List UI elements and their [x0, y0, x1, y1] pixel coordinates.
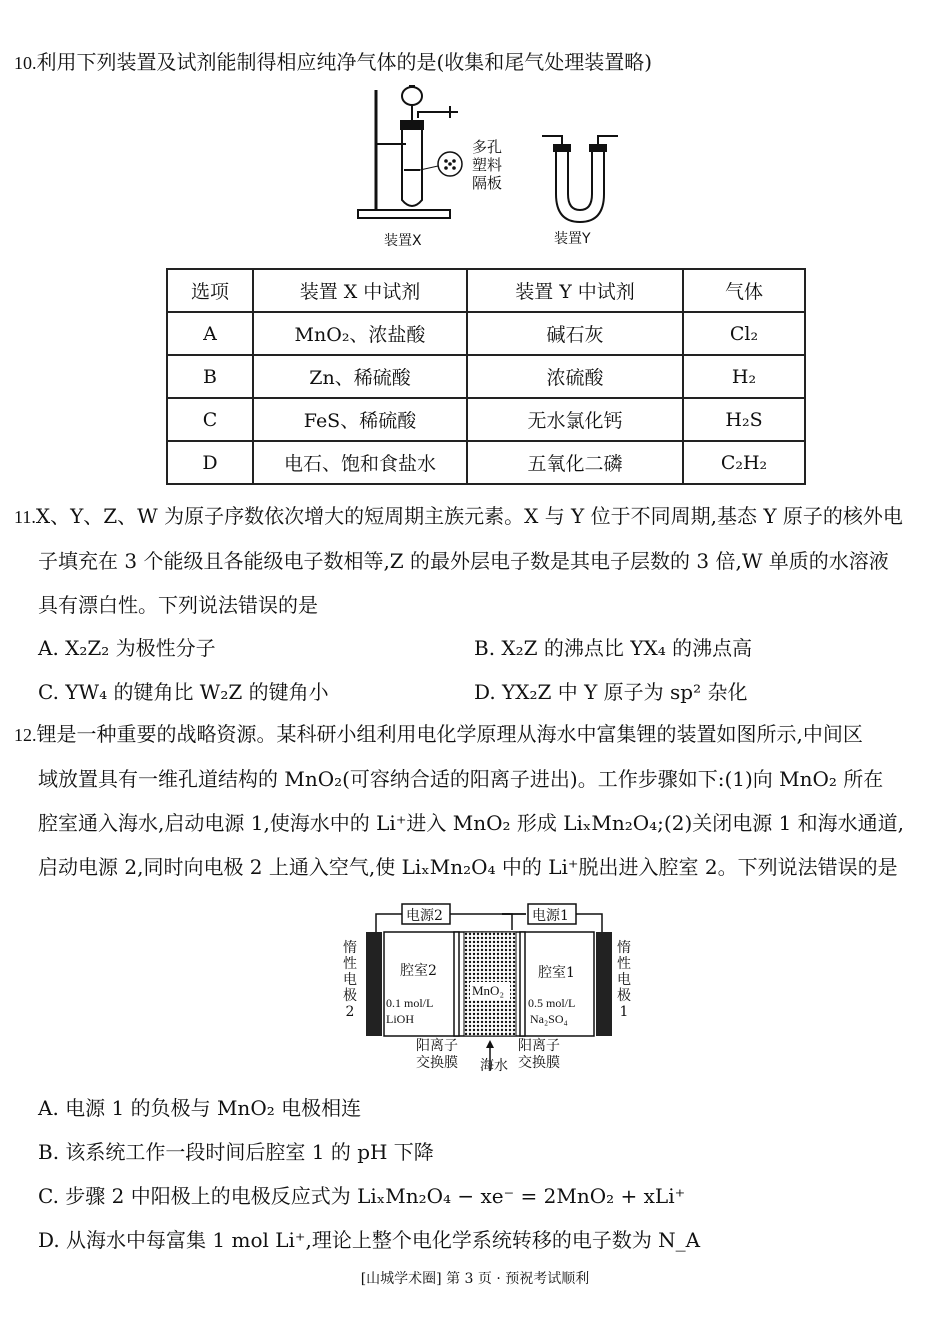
table-cell: 无水氯化钙: [467, 398, 683, 441]
chamber-2-concentration: 0.1 mol/L: [386, 996, 434, 1010]
option-b: B. 该系统工作一段时间后腔室 1 的 pH 下降: [38, 1140, 434, 1164]
question-10: [14, 40, 942, 85]
question-text-line: [14, 494, 942, 539]
membrane-label-line: 交换膜: [518, 1055, 560, 1071]
reagent-table: [166, 268, 806, 485]
table-cell: 五氧化二磷: [467, 441, 683, 484]
electrode-label-char: 极: [617, 988, 631, 1004]
question-11: [14, 494, 942, 627]
electrode-label-char: 2: [345, 1004, 355, 1020]
electrode-label-char: 极: [343, 988, 357, 1004]
plate-label-line: 塑料: [472, 156, 503, 174]
table-cell: 浓硫酸: [467, 355, 683, 398]
table-cell: B: [167, 355, 253, 398]
option-a: A. 电源 1 的负极与 MnO₂ 电极相连: [38, 1096, 362, 1120]
electrode-label-char: 惰: [343, 940, 357, 956]
question-number: 12.: [14, 725, 37, 745]
question-12: [14, 712, 942, 889]
option-d: D. 从海水中每富集 1 mol Li⁺,理论上整个电化学系统转移的电子数为 N_A: [38, 1228, 701, 1252]
electrode-label-char: 性: [617, 956, 631, 972]
chamber-2-label: 腔室2: [400, 963, 437, 979]
chamber-1-solute: Na₂SO₄: [530, 1012, 568, 1026]
mno2-label: MnO₂: [472, 983, 504, 998]
electrode-label-char: 电: [343, 972, 357, 988]
table-cell: FeS、稀硫酸: [253, 398, 467, 441]
power-source-2: 电源2: [406, 908, 443, 924]
table-cell: C: [167, 398, 253, 441]
electrode-label-char: 1: [619, 1004, 629, 1020]
membrane-right-label: [518, 1038, 560, 1072]
question-text-line: [14, 712, 942, 757]
table-cell: D: [167, 441, 253, 484]
page-footer: [山城学术圈] 第 3 页 · 预祝考试顺利: [360, 1271, 590, 1287]
question-text-line: 腔室通入海水,启动电源 1,使海水中的 Li⁺进入 MnO₂ 形成 LiₓMn₂O₄;(2)关闭电源 1 和海水通道,: [38, 811, 905, 835]
question-text-line: 子填充在 3 个能级且各能级电子数相等,Z 的最外层电子数是其电子层数的 3 倍,W 单质的水溶液: [38, 549, 889, 573]
table-cell: H₂S: [683, 398, 805, 441]
question-text: 利用下列装置及试剂能制得相应纯净气体的是(收集和尾气处理装置略): [36, 50, 653, 74]
apparatus-y-label: 装置Y: [554, 231, 591, 247]
question-text-line: 启动电源 2,同时向电极 2 上通入空气,使 LiₓMn₂O₄ 中的 Li⁺脱出进入腔室 2。下列说法错误的是: [38, 855, 898, 879]
chamber-1-concentration: 0.5 mol/L: [528, 996, 576, 1010]
membrane-label-line: 阳离子: [518, 1038, 560, 1054]
electrode-label-char: 电: [617, 972, 631, 988]
option-c: C. 步骤 2 中阳极上的电极反应式为 LiₓMn₂O₄ − xe⁻ = 2MnO₂ + xLi⁺: [38, 1184, 686, 1208]
table-header: 装置 Y 中试剂: [467, 269, 683, 312]
table-header-row: [167, 269, 805, 312]
chamber-1-label: 腔室1: [538, 965, 575, 981]
table-cell: 碱石灰: [467, 312, 683, 355]
question-number: 11.: [14, 507, 36, 527]
table-row: [167, 355, 805, 398]
option-d: D. YX₂Z 中 Y 原子为 sp² 杂化: [474, 680, 748, 704]
plate-label-line: 隔板: [472, 174, 503, 192]
power-source-1: 电源1: [532, 908, 569, 924]
table-cell: A: [167, 312, 253, 355]
table-header: 气体: [683, 269, 805, 312]
question-text: 锂是一种重要的战略资源。某科研小组利用电化学原理从海水中富集锂的装置如图所示,中间区: [36, 722, 863, 746]
table-row: [167, 441, 805, 484]
question-text: X、Y、Z、W 为原子序数依次增大的短周期主族元素。X 与 Y 位于不同周期,基态 Y 原子的核外电: [35, 504, 903, 528]
electrode-label-char: 性: [343, 956, 357, 972]
table-header: 装置 X 中试剂: [253, 269, 467, 312]
plate-label-line: 多孔: [472, 138, 503, 156]
table-cell: Cl₂: [683, 312, 805, 355]
table-cell: 电石、饱和食盐水: [253, 441, 467, 484]
table-row: [167, 312, 805, 355]
table-row: [167, 398, 805, 441]
apparatus-x-label: 装置X: [384, 233, 422, 249]
question-text-line: 具有漂白性。下列说法错误的是: [38, 593, 318, 617]
table-cell: C₂H₂: [683, 441, 805, 484]
option-c: C. YW₄ 的键角比 W₂Z 的键角小: [38, 680, 329, 704]
apparatus-figure: [340, 82, 640, 256]
option-a: A. X₂Z₂ 为极性分子: [38, 636, 216, 660]
electrolysis-figure: [336, 900, 636, 1076]
question-10-stem: [14, 40, 942, 85]
option-b: B. X₂Z 的沸点比 YX₄ 的沸点高: [474, 636, 753, 660]
table-cell: Zn、稀硫酸: [253, 355, 467, 398]
plate-label: [472, 138, 502, 192]
electrode-label-char: 惰: [617, 940, 631, 956]
chamber-2-solute: LiOH: [386, 1012, 414, 1026]
table-cell: H₂: [683, 355, 805, 398]
membrane-left-label: [416, 1038, 458, 1072]
electrode-2-label: [342, 940, 358, 1020]
table-header: 选项: [167, 269, 253, 312]
membrane-label-line: 阳离子: [416, 1038, 458, 1054]
question-number: 10.: [14, 53, 37, 73]
seawater-label: 海水: [480, 1058, 508, 1074]
table-cell: MnO₂、浓盐酸: [253, 312, 467, 355]
electrode-1-label: [616, 940, 632, 1020]
question-text-line: 域放置具有一维孔道结构的 MnO₂(可容纳合适的阳离子进出)。工作步骤如下:(1)向 MnO₂ 所在: [38, 767, 884, 791]
membrane-label-line: 交换膜: [416, 1055, 458, 1071]
